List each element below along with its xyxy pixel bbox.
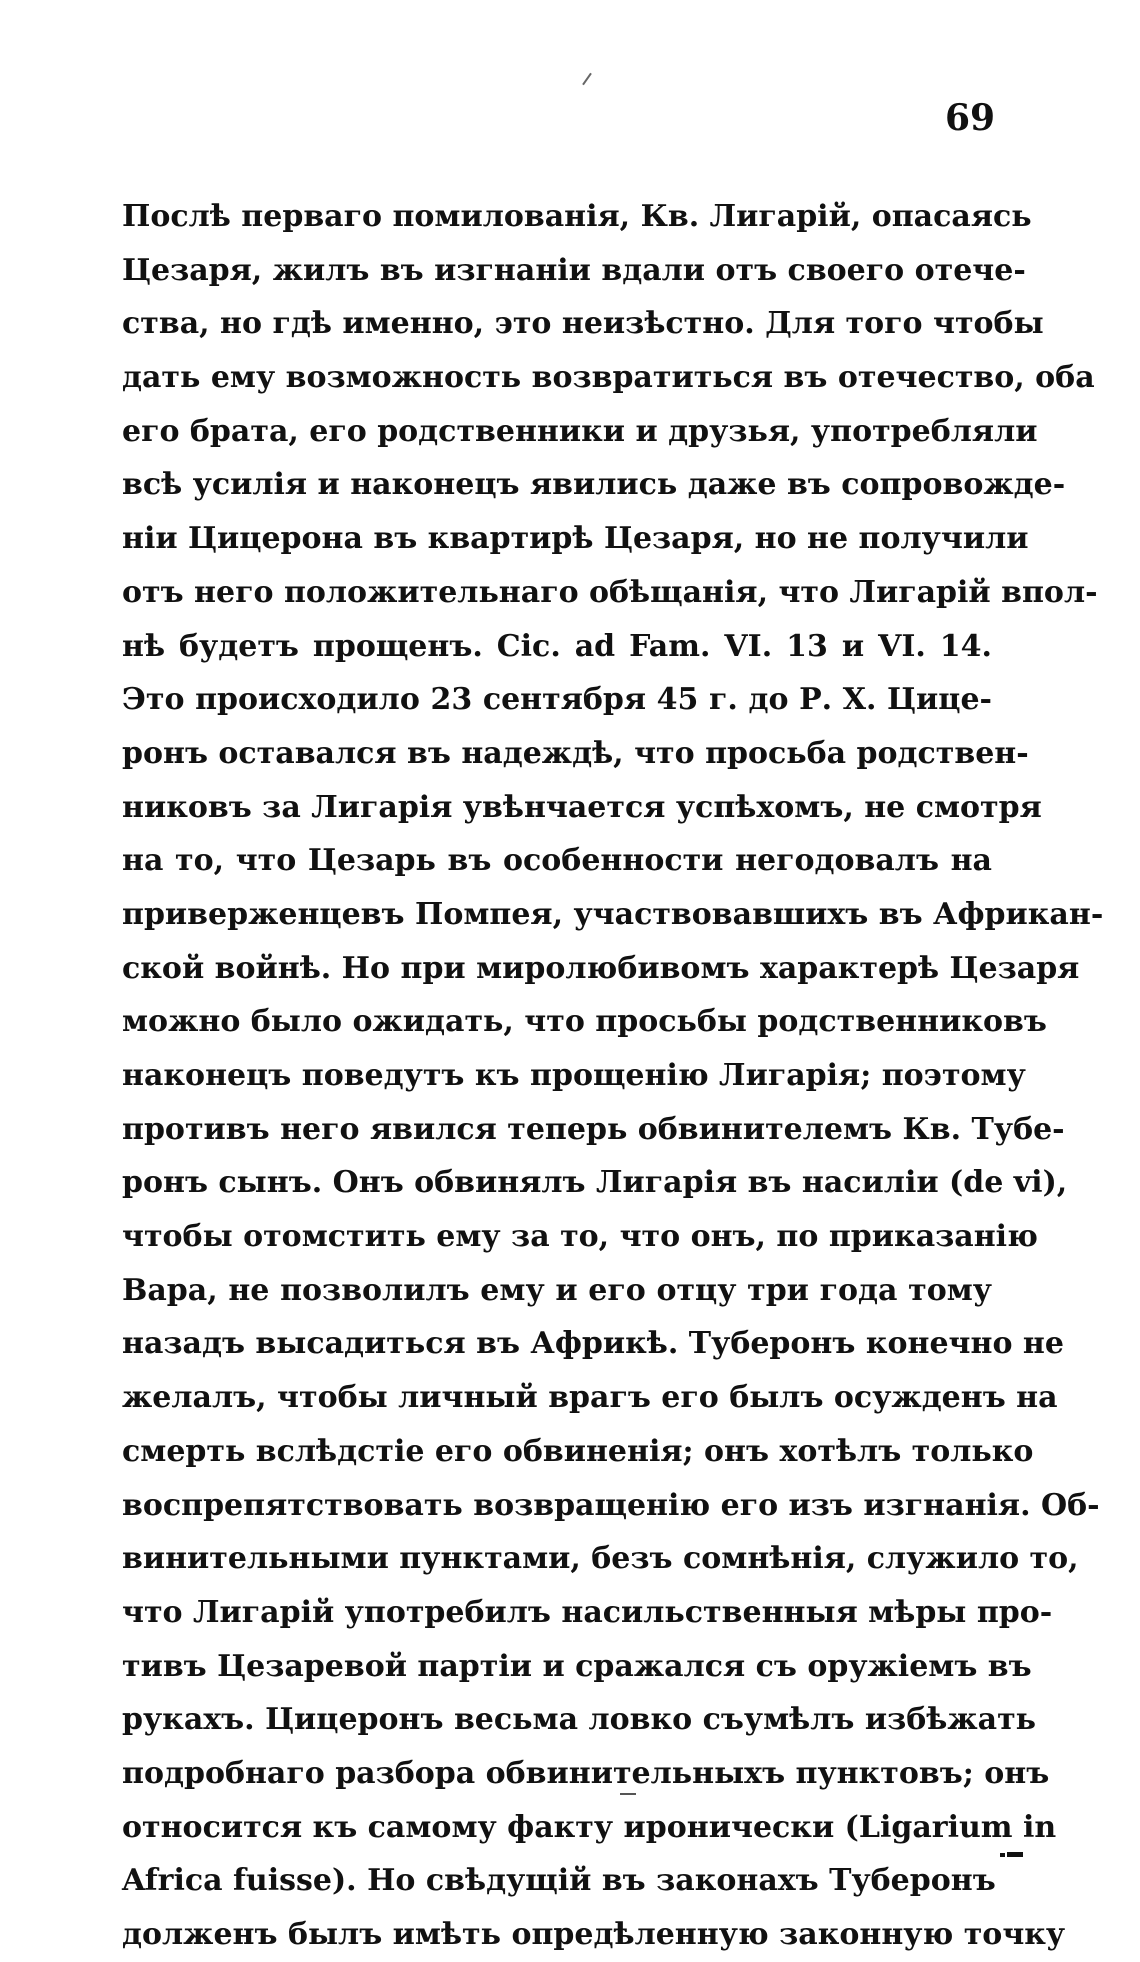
text-line: рукахъ. Цицеронъ весьма ловко съумѣлъ избѣжать bbox=[122, 1702, 1037, 1738]
text-line: всѣ усилія и наконецъ явились даже въ сопровожде- bbox=[122, 467, 1066, 503]
text-line: чтобы отомстить ему за то, что онъ, по приказанію bbox=[122, 1219, 1038, 1255]
text-line: отъ него положительнаго обѣщанія, что Лигарій впол- bbox=[122, 574, 1098, 610]
text-line: Africa fuisse). Но свѣдущій въ законахъ Туберонъ bbox=[122, 1863, 996, 1899]
text-line: ніи Цицерона въ квартирѣ Цезаря, но не получили bbox=[122, 521, 1029, 557]
text-line: желалъ, чтобы личный врагъ его былъ осужденъ на bbox=[122, 1380, 1058, 1416]
text-line: приверженцевъ Помпея, участвовавшихъ въ Африкан- bbox=[122, 896, 1104, 932]
stray-mark bbox=[582, 73, 592, 86]
text-line: тивъ Цезаревой партіи и сражался съ оружіемъ въ bbox=[122, 1648, 1032, 1684]
text-line: Послѣ перваго помилованія, Кв. Лигарій, опасаясь bbox=[122, 199, 1032, 234]
text-line: подробнаго разбора обвинительныхъ пунктовъ; онъ bbox=[122, 1755, 1050, 1791]
text-line: винительными пунктами, безъ сомнѣнія, служило то, bbox=[122, 1541, 1079, 1577]
stray-dash bbox=[620, 1793, 636, 1795]
text-line: противъ него явился теперь обвинителемъ Кв. Тубе- bbox=[122, 1111, 1065, 1147]
text-line: дать ему возможность возвратиться въ отечество, оба bbox=[122, 360, 1095, 396]
text-line: ронъ оставался въ надеждѣ, что просьба родствен- bbox=[122, 735, 1029, 771]
text-line: Это происходило 23 сентября 45 г. до Р. Х. Цице- bbox=[122, 682, 992, 718]
text-line: Цезаря, жилъ въ изгнаніи вдали отъ своего отече- bbox=[122, 252, 1026, 288]
text-line: воспрепятствовать возвращенію его изъ изгнанія. Об- bbox=[122, 1487, 1100, 1523]
corner-mark bbox=[1000, 1844, 1030, 1849]
text-line: назадъ высадиться въ Африкѣ. Туберонъ конечно не bbox=[122, 1326, 1064, 1362]
text-line: Вара, не позволилъ ему и его отцу три года тому bbox=[122, 1272, 992, 1308]
text-line: ронъ сынъ. Онъ обвинялъ Лигарія въ насиліи (de vi), bbox=[122, 1165, 1068, 1201]
text-line: его брата, его родственники и друзья, употребляли bbox=[122, 413, 1038, 449]
text-line: ства, но гдѣ именно, это неизѣстно. Для того чтобы bbox=[122, 306, 1044, 342]
text-line: долженъ былъ имѣть опредѣленную законную точку bbox=[122, 1917, 1066, 1952]
text-line: ской войнѣ. Но при миролюбивомъ характерѣ Цезаря bbox=[122, 950, 1080, 986]
page-number: 69 bbox=[945, 97, 996, 139]
text-line: никовъ за Лигарія увѣнчается успѣхомъ, не смотря bbox=[122, 789, 1042, 825]
text-line: наконецъ поведутъ къ прощенію Лигарія; поэтому bbox=[122, 1058, 1026, 1093]
text-line: что Лигарій употребилъ насильственныя мѣры про- bbox=[122, 1594, 1053, 1630]
text-line: смерть вслѣдстіе его обвиненія; онъ хотѣлъ только bbox=[122, 1433, 1034, 1469]
body-text bbox=[122, 190, 1104, 1962]
text-line: можно было ожидать, что просьбы родственниковъ bbox=[122, 1004, 1047, 1040]
text-line: на то, что Цезарь въ особенности негодовалъ на bbox=[122, 843, 992, 879]
text-line: относится къ самому факту иронически (Ligarium in bbox=[122, 1809, 1057, 1845]
text-line: нѣ будетъ прощенъ. Cic. ad Fam. VI. 13 и VI. 14. bbox=[122, 628, 992, 664]
